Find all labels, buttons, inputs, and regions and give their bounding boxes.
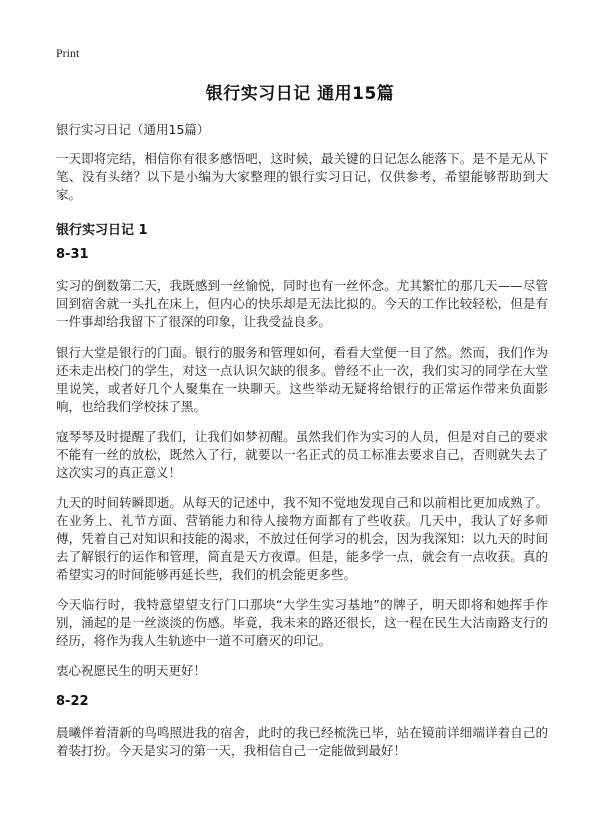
intro-paragraph: 一天即将完结，相信你有很多感悟吧，这时候，最关键的日记怎么能落下。是不是无从下笔、没有头绪？以下是小编为大家整理的银行实习日记，仅供参考，希望能够帮助到大家。 [56,151,548,202]
entry-date: 8-22 [56,694,89,709]
body-paragraph: 实习的倒数第二天，我既感到一丝愉悦，同时也有一丝怀念。尤其繁忙的那几天——尽管回到宿舍就一头扎在床上，但内心的快乐却是无法比拟的。今天的工作比较轻松，但是有一件事却给我留下了很深的印象，让我受益良多。 [56,278,548,329]
print-label: Print [56,46,80,60]
body-paragraph: 银行大堂是银行的门面。银行的服务和管理如何，看看大堂便一目了然。然而，我们作为还未走出校门的学生，对这一点认识欠缺的很多。曾经不止一次，我们实习的同学在大堂里说笑，或者好几个人聚集在一块聊天。这些举动无疑将给银行的正常运作带来负面影响，也给我们学校抹了黑。 [56,345,548,414]
body-paragraph: 今天临行时，我特意望望支行门口那块“大学生实习基地”的牌子，明天即将和她挥手作别，涌起的是一丝淡淡的伤感。毕竟，我未来的路还很长，这一程在民生大沽南路支行的经历，将作为我人生轨迹中一道不可磨灭的印记。 [56,597,548,648]
entry-date: 8-31 [56,247,89,262]
document-subtitle: 银行实习日记（通用15篇） [56,122,210,137]
section-heading: 银行实习日记 1 [56,223,148,238]
body-paragraph: 衷心祝愿民生的明天更好！ [56,663,207,678]
body-paragraph: 寇琴琴及时提醒了我们，让我们如梦初醒。虽然我们作为实习的人员，但是对自己的要求不能有一丝的放松，既然入了行，就要以一名正式的员工标准去要求自己，否则就失去了这次实习的真正意义！ [56,429,548,480]
document-title: 银行实习日记 通用15篇 [205,84,395,104]
body-paragraph: 九天的时间转瞬即逝。从每天的记述中，我不知不觉地发现自己和以前相比更加成熟了。在业务上、礼节方面、营销能力和待人接物方面都有了些收获。几天中，我认了好多师傅，凭着自己对知识和技能的渴求，不放过任何学习的机会，因为我深知：以九天的时间去了解银行的运作和管理，简直是天方夜谭。但是，能多学一点，就会有一点收获。真的希望实习的时间能够再延长些，我们的机会能更多些。 [56,495,548,582]
body-paragraph: 晨曦伴着清新的鸟鸣照进我的宿舍，此时的我已经梳洗已毕，站在镜前详细端详着自己的着装打扮。今天是实习的第一天，我相信自己一定能做到最好！ [56,725,548,758]
